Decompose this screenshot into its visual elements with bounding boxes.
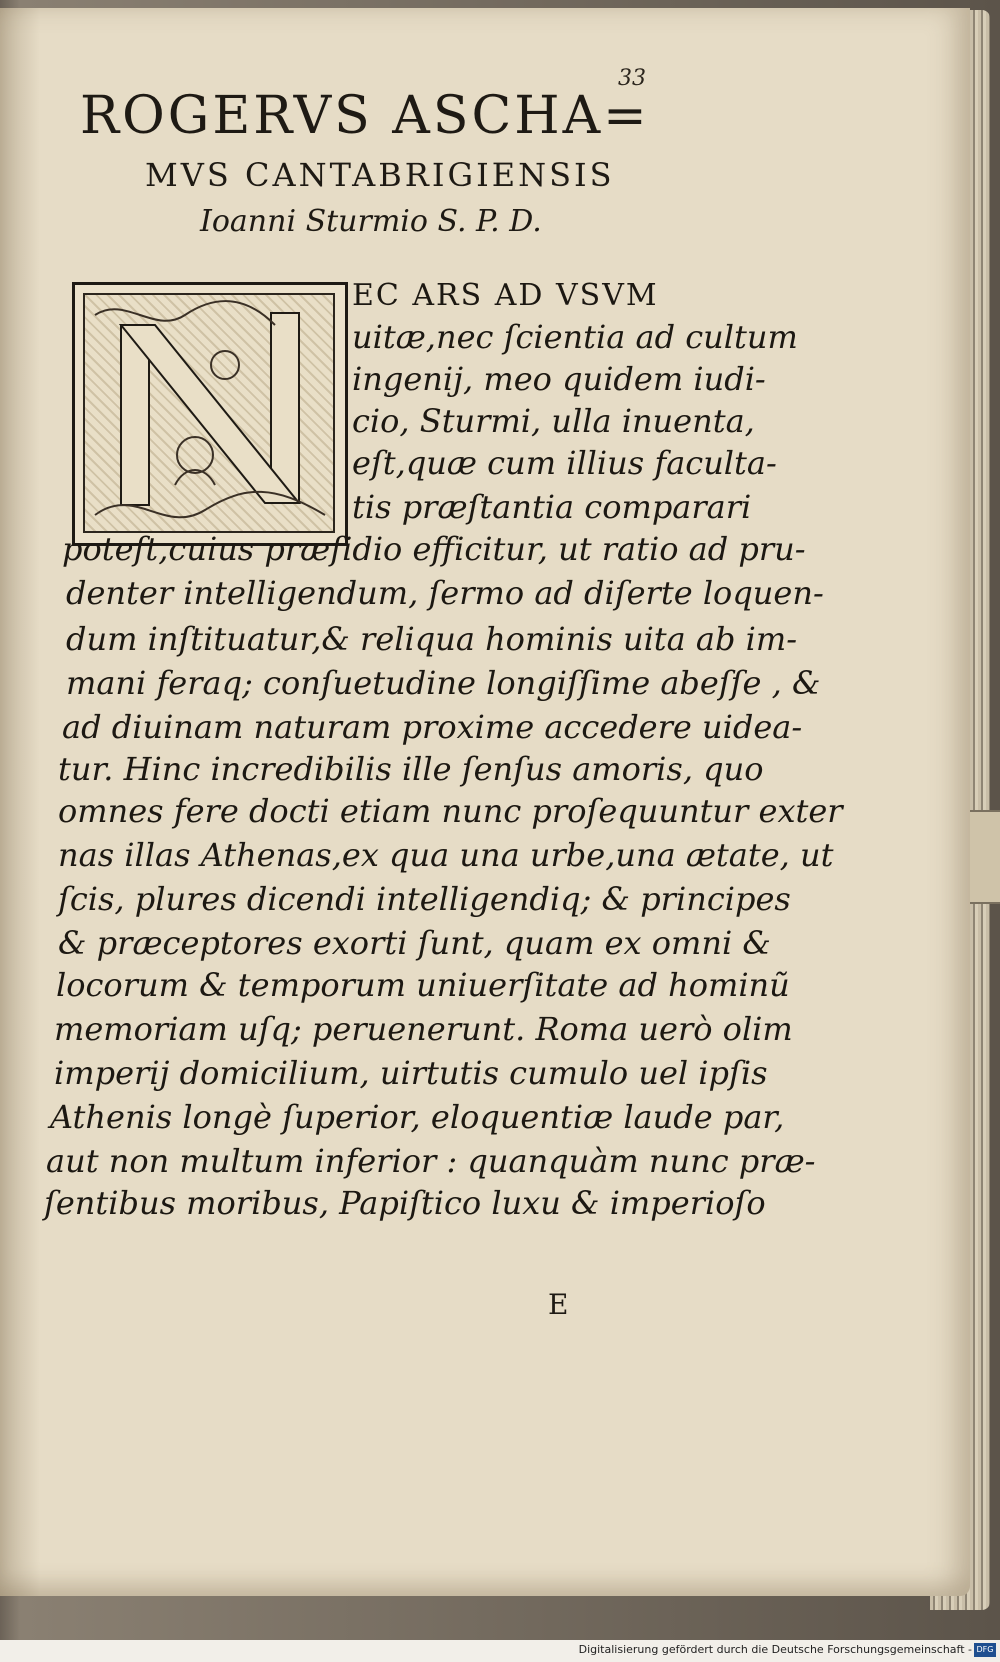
heading-line-3: Ioanni Sturmio S. P. D. [200, 204, 542, 239]
text-line: omnes fere docti etiam nunc proſequuntur exter [58, 792, 843, 830]
text-line: ad diuinam naturam proxime accedere uidea- [62, 708, 803, 746]
text-line: locorum & temporum uniuerſitate ad hominũ [56, 966, 790, 1004]
text-line: tis præſtantia comparari [352, 488, 752, 526]
heading-line-1: ROGERVS ASCHA= [80, 86, 650, 146]
text-line: aut non multum inferior : quanquàm nunc præ- [46, 1142, 816, 1180]
text-line: poteſt,cuius præſidio efficitur, ut ratio ad pru- [62, 530, 806, 568]
book-page [0, 8, 970, 1596]
text-line: tur. Hinc incredibilis ille ſenſus amoris, quo [58, 750, 764, 788]
text-line: eſt,quæ cum illius faculta- [352, 444, 777, 482]
text-line: nas illas Athenas,ex qua una urbe,una ætate, ut [58, 836, 834, 874]
text-line: imperij domicilium, uirtutis cumulo uel ipſis [54, 1054, 768, 1092]
text-line: EC ARS AD VSVM [352, 278, 659, 313]
text-line: memoriam uſq; peruenerunt. Roma uerò olim [54, 1010, 793, 1048]
text-line: ſcis, plures dicendi intelligendiq; & principes [58, 880, 791, 918]
text-line: ſentibus moribus, Papiſtico luxu & imperioſo [44, 1184, 766, 1222]
body-text [0, 8, 970, 1308]
heading-line-2: MVS CANTABRIGIENSIS [145, 156, 615, 194]
text-line: cio, Sturmi, ulla inuenta, [352, 402, 755, 440]
text-line: denter intelligendum, ſermo ad diſerte loquen- [66, 574, 824, 612]
text-line: & præceptores exorti ſunt, quam ex omni & [58, 924, 771, 962]
digitization-credit: Digitalisierung gefördert durch die Deutsche Forschungsgemeinschaft - [578, 1643, 972, 1656]
text-line: mani feraq; conſuetudine longiſſime abeſſe , & [66, 664, 821, 702]
text-line: uitæ,nec ſcientia ad cultum [352, 318, 798, 356]
dfg-logo-icon: DFG [974, 1643, 996, 1657]
text-line: ingenij, meo quidem iudi- [352, 360, 766, 398]
text-line: Athenis longè ſuperior, eloquentiæ laude par, [50, 1098, 785, 1136]
text-line: dum inſtituatur,& reliqua hominis uita ab im- [66, 620, 798, 658]
catchword: E [548, 1288, 569, 1321]
page-number: 33 [618, 66, 646, 91]
